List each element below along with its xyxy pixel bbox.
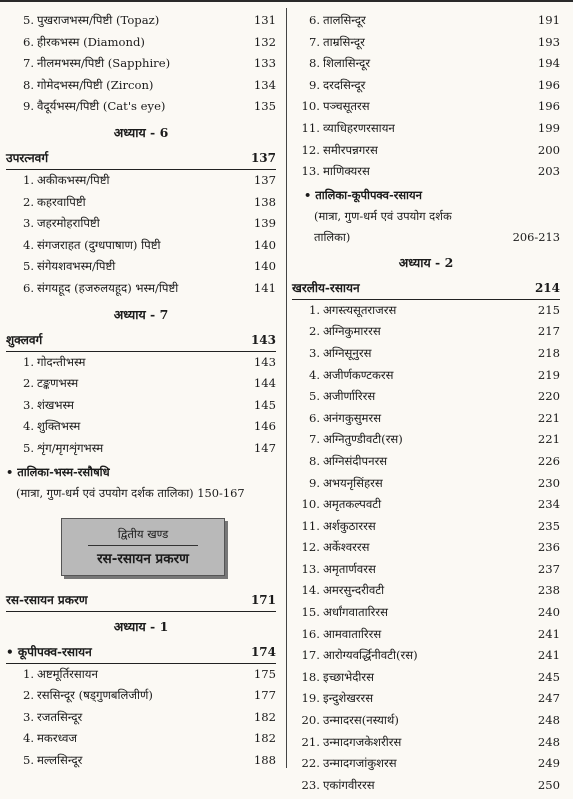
entry-title: तालसिन्दूर [323, 13, 366, 27]
entry-title: अनंगकुसुमरस [323, 410, 382, 425]
section-title: शुक्लवर्ग [6, 332, 43, 347]
chapter-1-heading: अध्याय - 1 [113, 618, 169, 634]
entry-title: अग्निसंदीपनरस [323, 453, 388, 468]
chapter-7-items [6, 352, 276, 460]
entry-page: 236 [537, 540, 560, 555]
toc-entry[interactable] [292, 451, 560, 473]
entry-page: 145 [253, 397, 276, 412]
toc-entry[interactable] [292, 365, 560, 387]
entry-page: 182 [253, 731, 276, 746]
toc-entry[interactable] [6, 373, 276, 395]
entry-title: उन्मादगजांकुशरस [323, 756, 397, 771]
entry-page: 196 [537, 77, 560, 92]
entry-number: 15. [301, 605, 320, 620]
entry-title: वैदूर्यभस्म/पिष्टी (Cat's eye) [37, 99, 166, 114]
left-column [6, 10, 276, 771]
khand-title: रस-रसायन प्रकरण [97, 550, 189, 567]
toc-entry[interactable] [292, 516, 560, 538]
toc-entry[interactable] [292, 140, 560, 162]
toc-entry[interactable] [292, 710, 560, 732]
entry-number: 16. [301, 626, 320, 641]
toc-entry[interactable] [6, 395, 276, 417]
toc-entry[interactable] [6, 750, 276, 772]
section-page: 174 [250, 644, 276, 659]
entry-number: 9. [308, 475, 320, 490]
top-items-list [6, 10, 276, 118]
toc-entry[interactable] [292, 602, 560, 624]
entry-title: संगेयशवभस्म/पिष्टी [37, 259, 116, 274]
toc-entry[interactable] [6, 278, 276, 300]
note-detail-1: (मात्रा, गुण-धर्म एवं उपयोग दर्शक [314, 208, 452, 223]
entry-title: शिलासिन्दूर [323, 56, 371, 71]
note-detail: (मात्रा, गुण-धर्म एवं उपयोग दर्शक तालिका) [16, 485, 194, 500]
entry-number: 1. [22, 172, 34, 187]
entry-title: शृंग/मृगशृंगभस्म [37, 440, 104, 455]
entry-title: शंखभस्म [37, 397, 74, 412]
entry-title: कहरवापिष्टी [37, 194, 86, 209]
entry-number: 6. [22, 280, 34, 295]
entry-page: 188 [253, 752, 276, 767]
toc-entry[interactable] [6, 235, 276, 257]
entry-title: अग्निसूनुरस [323, 345, 372, 360]
entry-page: 248 [537, 713, 560, 728]
entry-number: 4. [308, 367, 320, 382]
toc-entry[interactable] [6, 352, 276, 374]
entry-number: 1. [22, 354, 34, 369]
entry-page: 196 [537, 99, 560, 114]
entry-number: 6. [22, 34, 34, 49]
toc-entry[interactable] [292, 32, 560, 54]
section-uparatnavarga[interactable] [6, 147, 276, 170]
entry-number: 11. [301, 518, 320, 533]
entry-number: 5. [22, 752, 34, 767]
entry-title: अजीर्णकण्टकरस [323, 367, 394, 382]
right-top-items [292, 10, 560, 183]
entry-page: 245 [537, 669, 560, 684]
entry-page: 221 [537, 432, 560, 447]
entry-number: 2. [22, 688, 34, 703]
entry-page: 133 [253, 56, 276, 71]
entry-number: 8. [308, 56, 320, 71]
entry-title: मकरध्वज [37, 731, 77, 746]
chapter-7-heading: अध्याय - 7 [113, 306, 169, 322]
entry-number: 1. [22, 666, 34, 681]
table-note-kupipakva[interactable] [292, 185, 560, 248]
entry-title: आमवातारिरस [323, 626, 382, 641]
entry-title: अगस्त्यसूतराजरस [323, 302, 397, 317]
toc-entry[interactable] [6, 664, 276, 686]
entry-title: संगयहूद (हजरुलयहूद) भस्म/पिष्टी [37, 280, 179, 295]
section-page: 143 [250, 332, 276, 347]
toc-entry[interactable] [292, 343, 560, 365]
entry-number: 7. [308, 432, 320, 447]
bullet: • [6, 644, 14, 659]
entry-page: 140 [253, 237, 276, 252]
entry-page: 218 [537, 345, 560, 360]
entry-number: 12. [301, 540, 320, 555]
toc-entry[interactable] [292, 537, 560, 559]
entry-number: 22. [301, 756, 320, 771]
toc-entry[interactable] [6, 32, 276, 54]
toc-entry[interactable] [292, 732, 560, 754]
entry-number: 3. [22, 397, 34, 412]
entry-number: 5. [22, 259, 34, 274]
entry-title: पञ्चसूतरस [323, 99, 370, 114]
entry-page: 241 [537, 626, 560, 641]
toc-entry[interactable] [292, 429, 560, 451]
entry-number: 18. [301, 669, 320, 684]
section-shuklavarga[interactable] [6, 329, 276, 352]
entry-title: गोमेदभस्म/पिष्टी (Zircon) [37, 77, 154, 92]
entry-page: 250 [537, 777, 560, 792]
top-rule [0, 0, 573, 2]
entry-page: 132 [253, 34, 276, 49]
toc-entry[interactable] [292, 494, 560, 516]
entry-number: 4. [22, 419, 34, 434]
entry-number: 2. [22, 376, 34, 391]
entry-page: 144 [253, 376, 276, 391]
entry-page: 235 [537, 518, 560, 533]
toc-entry[interactable] [292, 775, 560, 797]
entry-title: अग्निकुमाररस [323, 324, 381, 339]
entry-number: 9. [22, 99, 34, 114]
entry-page: 135 [253, 99, 276, 114]
entry-number: 12. [301, 142, 320, 157]
section-rasa-rasayana[interactable] [6, 589, 276, 612]
entry-page: 193 [537, 34, 560, 49]
entry-number: 8. [22, 77, 34, 92]
section-title: खरलीय-रसायन [292, 280, 360, 295]
toc-entry[interactable] [6, 685, 276, 707]
entry-title: संगजराहत (दुग्धपाषाण) पिष्टी [37, 237, 161, 252]
toc-entry[interactable] [6, 256, 276, 278]
entry-page: 147 [253, 440, 276, 455]
entry-page: 217 [537, 324, 560, 339]
entry-title: अमृतार्णवरस [323, 561, 376, 576]
toc-entry[interactable] [292, 473, 560, 495]
toc-entry[interactable] [6, 53, 276, 75]
entry-number: 5. [308, 389, 320, 404]
entry-number: 9. [308, 77, 320, 92]
entry-number: 5. [22, 440, 34, 455]
chapter-6-heading: अध्याय - 6 [113, 124, 169, 140]
entry-number: 13. [301, 561, 320, 576]
toc-entry[interactable] [292, 688, 560, 710]
entry-number: 17. [301, 648, 320, 663]
dvitiya-khand-box [61, 518, 225, 576]
entry-number: 23. [301, 777, 320, 792]
entry-title: अभयनृसिंहरस [323, 475, 383, 490]
note-title: तालिका-कूपीपक्व-रसायन [315, 187, 422, 202]
entry-title: उन्मादगजकेशरीरस [323, 734, 402, 749]
entry-number: 10. [301, 497, 320, 512]
entry-number: 3. [308, 345, 320, 360]
entry-number: 4. [22, 237, 34, 252]
section-kupipakva[interactable] [6, 641, 276, 664]
entry-number: 11. [301, 120, 320, 135]
entry-page: 221 [537, 410, 560, 425]
entry-number: 10. [301, 99, 320, 114]
entry-title: अर्धांगवातारिरस [323, 605, 388, 620]
entry-number: 4. [22, 731, 34, 746]
entry-page: 131 [253, 13, 276, 27]
section-title: उपरत्नवर्ग [6, 150, 49, 165]
entry-title: रससिन्दूर (षड्गुणबलिजीर्ण) [37, 688, 153, 703]
entry-title: आरोग्यवर्द्धिनीवटी(रस) [323, 648, 418, 663]
section-kharaliya[interactable] [292, 277, 560, 300]
entry-number: 6. [308, 13, 320, 27]
chapter-2-items [292, 300, 560, 797]
entry-number: 14. [301, 583, 320, 598]
toc-entry[interactable] [292, 580, 560, 602]
entry-page: 240 [537, 605, 560, 620]
entry-page: 134 [253, 77, 276, 92]
entry-page: 137 [253, 172, 276, 187]
note-page: 150-167 [197, 485, 245, 500]
entry-title: अर्केश्वररस [323, 540, 370, 555]
entry-page: 203 [537, 164, 560, 179]
entry-title: माणिक्यरस [323, 164, 370, 179]
entry-title: पुखराजभस्म/पिष्टी (Topaz) [37, 13, 160, 27]
entry-number: 19. [301, 691, 320, 706]
toc-entry[interactable] [292, 300, 560, 322]
entry-title: अजीर्णारिरस [323, 389, 376, 404]
entry-page: 220 [537, 389, 560, 404]
entry-number: 13. [301, 164, 320, 179]
right-column [292, 10, 560, 796]
entry-page: 143 [253, 354, 276, 369]
toc-entry[interactable] [6, 170, 276, 192]
toc-entry[interactable] [6, 438, 276, 460]
entry-page: 248 [537, 734, 560, 749]
toc-entry[interactable] [6, 192, 276, 214]
toc-entry[interactable] [6, 96, 276, 118]
entry-title: अग्नितुण्डीवटी(रस) [323, 432, 403, 447]
entry-number: 5. [22, 13, 34, 27]
toc-entry[interactable] [6, 213, 276, 235]
toc-entry[interactable] [292, 408, 560, 430]
toc-entry[interactable] [292, 753, 560, 775]
entry-title: जहरमोहरापिष्टी [37, 216, 100, 231]
entry-title: अमृतकल्पवटी [323, 497, 382, 512]
entry-title: नीलमभस्म/पिष्टी (Sapphire) [37, 56, 171, 71]
entry-title: अमरसुन्दरीवटी [323, 583, 385, 598]
toc-entry[interactable] [292, 118, 560, 140]
entry-title: इन्दुशेखररस [323, 691, 374, 706]
entry-page: 238 [537, 583, 560, 598]
entry-page: 146 [253, 419, 276, 434]
entry-page: 247 [537, 691, 560, 706]
entry-title: व्याधिहरणरसायन [323, 120, 395, 135]
toc-entry[interactable] [292, 53, 560, 75]
entry-title: टङ्कणभस्म [37, 376, 79, 391]
entry-number: 3. [22, 216, 34, 231]
entry-title: हीरकभस्म (Diamond) [37, 34, 145, 49]
khand-rule [88, 545, 198, 546]
section-page: 214 [534, 280, 560, 295]
entry-page: 182 [253, 709, 276, 724]
entry-title: ताम्रसिन्दूर [323, 34, 365, 49]
entry-number: 1. [308, 302, 320, 317]
section-page: 137 [250, 150, 276, 165]
toc-entry[interactable] [292, 321, 560, 343]
entry-number: 7. [308, 34, 320, 49]
entry-title: इच्छाभेदीरस [323, 669, 374, 684]
section-title [6, 641, 92, 663]
bullet: • [6, 464, 14, 479]
entry-page: 175 [253, 666, 276, 681]
khand-label: द्वितीय खण्ड [117, 526, 169, 541]
table-note-bhasma[interactable] [6, 462, 276, 504]
entry-page: 138 [253, 194, 276, 209]
khand-box-wrap [6, 504, 276, 586]
entry-page: 226 [537, 453, 560, 468]
entry-page: 234 [537, 497, 560, 512]
entry-page: 219 [537, 367, 560, 382]
entry-number: 6. [308, 410, 320, 425]
entry-number: 2. [308, 324, 320, 339]
toc-entry[interactable] [6, 75, 276, 97]
chapter-1-items [6, 664, 276, 772]
toc-entry[interactable] [292, 559, 560, 581]
title-text: कूपीपक्व-रसायन [17, 644, 92, 659]
note-title: तालिका-भस्म-रसौषधि [17, 464, 110, 479]
toc-entry[interactable] [292, 75, 560, 97]
entry-page: 140 [253, 259, 276, 274]
entry-page: 177 [253, 688, 276, 703]
toc-entry[interactable] [292, 624, 560, 646]
entry-number: 7. [22, 56, 34, 71]
bullet: • [304, 187, 312, 202]
note-detail-2: तालिका) [314, 229, 351, 244]
entry-number: 21. [301, 734, 320, 749]
entry-title: उन्मादरस(नस्यार्थ) [323, 713, 399, 728]
toc-entry[interactable] [292, 667, 560, 689]
entry-title: एकांगवीररस [323, 777, 375, 792]
entry-title: गोदन्तीभस्म [37, 354, 86, 369]
note-page: 206-213 [512, 229, 560, 244]
toc-entry[interactable] [6, 728, 276, 750]
entry-title: रजतसिन्दूर [37, 709, 83, 724]
entry-title: शुक्तिभस्म [37, 419, 81, 434]
entry-page: 237 [537, 561, 560, 576]
entry-page: 191 [537, 13, 560, 27]
toc-entry[interactable] [6, 416, 276, 438]
entry-number: 2. [22, 194, 34, 209]
toc-entry[interactable] [6, 707, 276, 729]
entry-page: 241 [537, 648, 560, 663]
toc-entry[interactable] [292, 10, 560, 32]
entry-page: 199 [537, 120, 560, 135]
entry-page: 139 [253, 216, 276, 231]
toc-entry[interactable] [292, 96, 560, 118]
entry-number: 8. [308, 453, 320, 468]
chapter-6-items [6, 170, 276, 300]
column-divider [286, 8, 287, 768]
entry-page: 230 [537, 475, 560, 490]
section-page: 171 [250, 592, 276, 607]
entry-page: 249 [537, 756, 560, 771]
entry-title: समीरपन्नगरस [323, 142, 378, 157]
toc-entry[interactable] [292, 161, 560, 183]
entry-number: 20. [301, 713, 320, 728]
entry-page: 141 [253, 280, 276, 295]
section-title: रस-रसायन प्रकरण [6, 592, 88, 607]
entry-page: 215 [537, 302, 560, 317]
toc-entry[interactable] [292, 645, 560, 667]
entry-title: अष्टमूर्तिरसायन [37, 666, 98, 681]
entry-title: अकीकभस्म/पिष्टी [37, 172, 110, 187]
entry-page: 194 [537, 56, 560, 71]
toc-entry[interactable] [292, 386, 560, 408]
entry-number: 3. [22, 709, 34, 724]
chapter-2-heading: अध्याय - 2 [398, 254, 454, 270]
entry-title: मल्लसिन्दूर [37, 752, 83, 767]
entry-title: अर्शकुठाररस [323, 518, 376, 533]
entry-page: 200 [537, 142, 560, 157]
toc-entry[interactable] [6, 10, 276, 32]
entry-title: दरदसिन्दूर [323, 77, 366, 92]
